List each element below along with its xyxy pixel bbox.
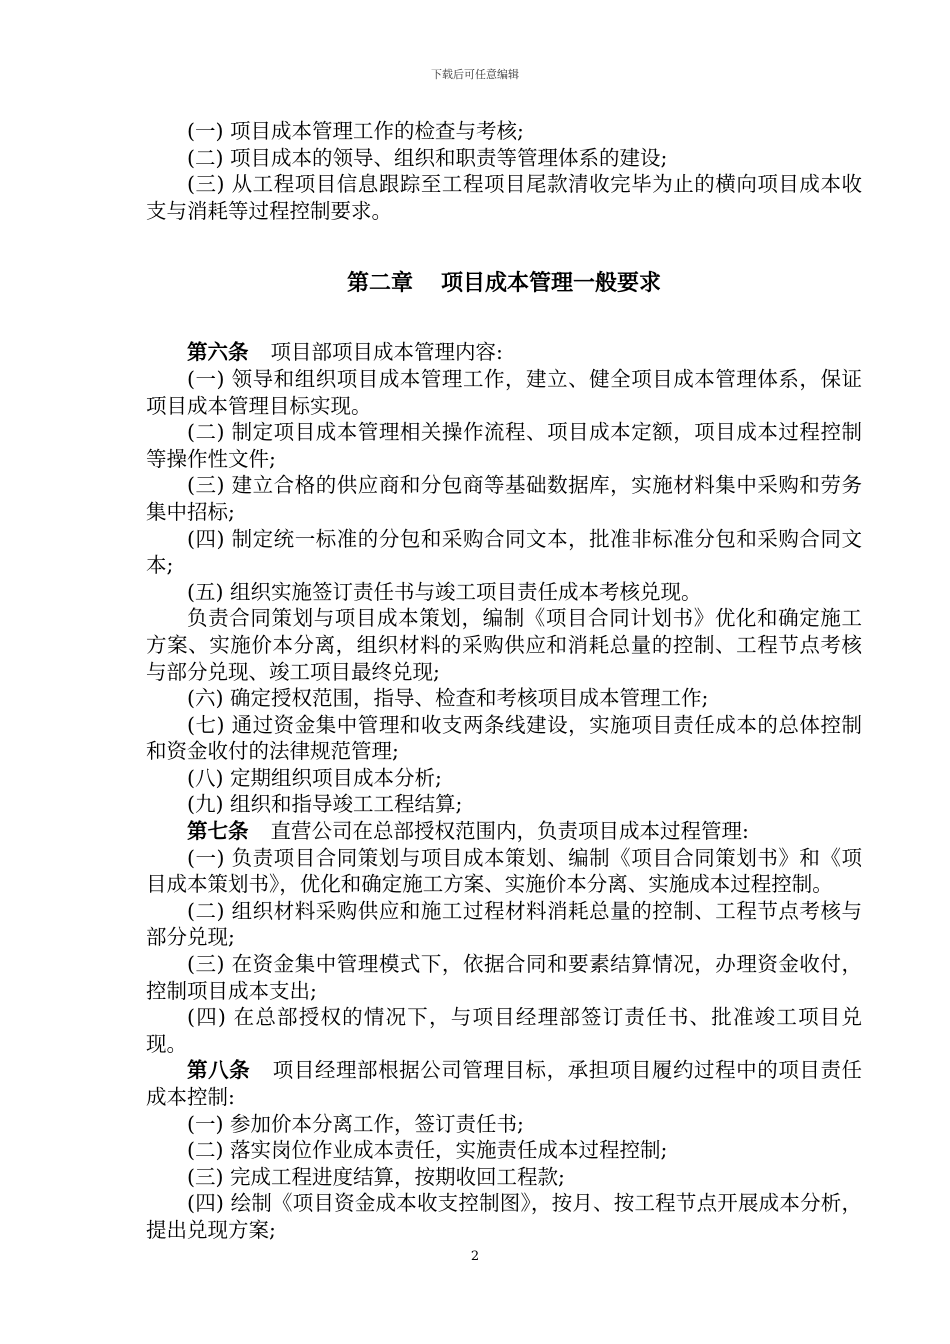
article-6-item-6: 负责合同策划与项目成本策划，编制《项目合同计划书》优化和确定施工方案、实施价本分离，组织材料的采购供应和消耗总量的控制、工程节点考核与部分兑现、竣工项目最终兑现; [146,606,862,684]
article-8-lead: 项目经理部根据公司管理目标，承担项目履约过程中的项目责任成本控制: [146,1058,863,1109]
article-8-item-1: (一) 参加价本分离工作，签订责任书; [187,1111,524,1136]
article-6-label: 第六条 [187,340,249,365]
article-6-item-2: (二) 制定项目成本管理相关操作流程、项目成本定额，项目成本过程控制等操作性文件; [146,420,862,471]
article-7-item-2: (二) 组织材料采购供应和施工过程材料消耗总量的控制、工程节点考核与部分兑现; [146,898,862,950]
article-6-item-3: (三) 建立合格的供应商和分包商等基础数据库，实施材料集中采购和劳务集中招标; [146,473,862,524]
article-6-item-8: (七) 通过资金集中管理和收支两条线建设，实施项目责任成本的总体控制和资金收付的法律规范管理; [146,712,862,764]
article-8-item-4: (四) 绘制《项目资金成本收支控制图》，按月、按工程节点开展成本分析，提出兑现方案; [146,1191,862,1242]
article-6-item-9: (八) 定期组织项目成本分析; [187,765,442,790]
chapter-title: 项目成本管理一般要求 [441,271,662,297]
article-7-item-1: (一) 负责项目合同策划与项目成本策划、编制《项目合同策划书》和《项目成本策划书》，优化和确定施工方案、实施价本分离、实施成本过程控制。 [146,845,862,897]
chapter-heading [146,269,862,299]
article-6-item-10: (九) 组织和指导竣工工程结算; [187,792,463,817]
article-8-heading [146,1057,862,1110]
article-6-item-5: (五) 组织实施签订责任书与竣工项目责任成本考核兑现。 [187,579,702,604]
page-header: 下载后可任意编辑 [431,68,519,81]
article-7-lead: 直营公司在总部授权范围内，负责项目成本过程管理: [270,819,749,844]
article-8-item-3: (三) 完成工程进度结算，按期收回工程款; [187,1164,565,1189]
article-7-item-4: (四) 在总部授权的情况下，与项目经理部签订责任书、批准竣工项目兑现。 [146,1005,862,1056]
article-6-item-7: (六) 确定授权范围，指导、检查和考核项目成本管理工作; [187,686,709,711]
article-7-heading [146,818,862,845]
article-6-lead: 项目部项目成本管理内容: [270,340,503,365]
intro-item-2: (二) 项目成本的领导、组织和职责等管理体系的建设; [187,145,668,170]
document-body [146,118,862,1244]
article-6-item-4: (四) 制定统一标准的分包和采购合同文本，批准非标准分包和采购合同文本; [146,526,862,578]
article-7-item-3: (三) 在资金集中管理模式下，依据合同和要素结算情况，办理资金收付，控制项目成本支出; [146,952,862,1003]
intro-item-1: (一) 项目成本管理工作的检查与考核; [187,119,524,143]
chapter-number: 第二章 [346,271,413,297]
article-8-item-2: (二) 落实岗位作业成本责任，实施责任成本过程控制; [187,1138,668,1163]
intro-item-3: (三) 从工程项目信息跟踪至工程项目尾款清收完毕为止的横向项目成本收支与消耗等过程控制要求。 [146,172,862,223]
article-8-label: 第八条 [187,1058,251,1083]
page-number: 2 [470,1249,480,1264]
article-7-label: 第七条 [187,819,249,844]
article-6-item-1: (一) 领导和组织项目成本管理工作，建立、健全项目成本管理体系，保证项目成本管理目标实现。 [146,366,862,418]
article-6-heading [146,339,862,366]
